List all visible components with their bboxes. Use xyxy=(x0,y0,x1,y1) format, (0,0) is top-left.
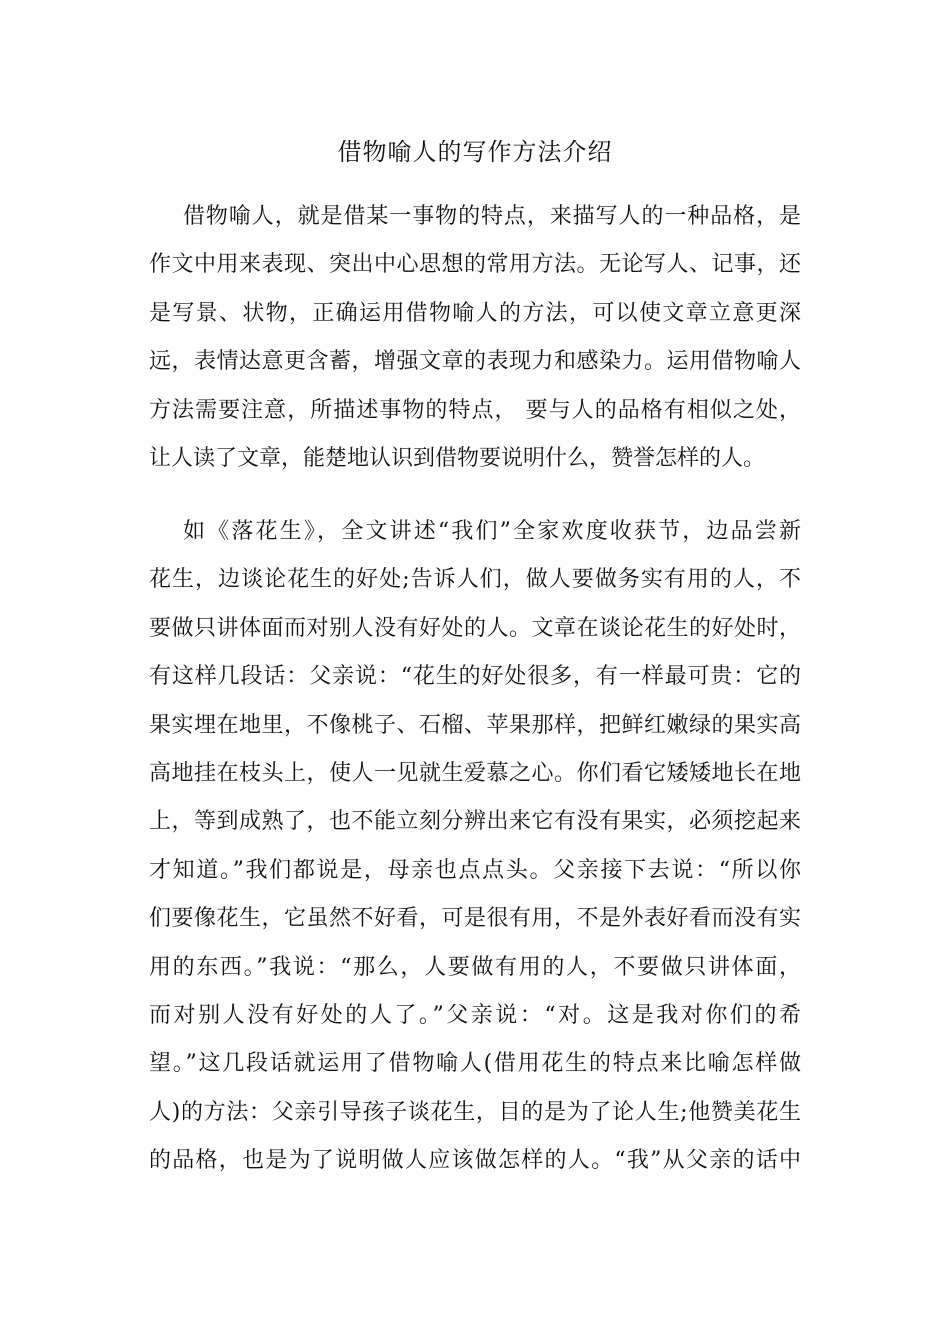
paragraph-line: 是写景、状物，正确运用借物喻人的方法，可以使文章立意更深 xyxy=(149,300,801,326)
paragraph-line: 果实埋在地里，不像桃子、石榴、苹果那样，把鲜红嫩绿的果实高 xyxy=(149,712,801,738)
document-title: 借物喻人的写作方法介绍 xyxy=(337,138,613,166)
paragraph-line: 让人读了文章，能楚地认识到借物要说明什么，赞誉怎样的人。 xyxy=(149,446,766,472)
paragraph-line: 们要像花生，它虽然不好看，可是很有用，不是外表好看而没有实 xyxy=(149,906,801,932)
paragraph-line: 远，表情达意更含蓄，增强文章的表现力和感染力。运用借物喻人 xyxy=(149,349,801,375)
paragraph-line: 借物喻人，就是借某一事物的特点，来描写人的一种品格，是 xyxy=(183,204,801,229)
paragraph-line: 用的东西。”我说：“那么，人要做有用的人，不要做只讲体面， xyxy=(149,954,801,980)
paragraph-line: 才知道。”我们都说是，母亲也点点头。父亲接下去说：“所以你 xyxy=(149,857,801,883)
paragraph-line: 如《落花生》，全文讲述“我们”全家欢度收获节，边品尝新 xyxy=(183,519,801,544)
paragraph-line: 要做只讲体面而对别人没有好处的人。文章在谈论花生的好处时， xyxy=(149,615,801,641)
paragraph-line: 高地挂在枝头上，使人一见就生爱慕之心。你们看它矮矮地长在地 xyxy=(149,761,801,787)
paragraph-line: 上，等到成熟了，也不能立刻分辨出来它有没有果实，必须挖起来 xyxy=(149,809,801,835)
paragraph-example xyxy=(149,508,801,1186)
paragraph-line: 人)的方法：父亲引导孩子谈花生，目的是为了论人生;他赞美花生 xyxy=(149,1099,801,1125)
paragraph-line: 方法需要注意，所描述事物的特点， 要与人的品格有相似之处， xyxy=(149,397,801,423)
paragraph-line: 有这样几段话：父亲说：“花生的好处很多，有一样最可贵：它的 xyxy=(149,664,801,690)
paragraph-line: 作文中用来表现、突出中心思想的常用方法。无论写人、记事，还 xyxy=(149,252,801,278)
paragraph-line: 的品格，也是为了说明做人应该做怎样的人。“我”从父亲的话中 xyxy=(149,1148,801,1174)
paragraph-line: 望。”这几段话就运用了借物喻人(借用花生的特点来比喻怎样做 xyxy=(149,1051,801,1077)
paragraph-intro xyxy=(149,193,801,483)
paragraph-line: 花生，边谈论花生的好处;告诉人们，做人要做务实有用的人，不 xyxy=(149,567,801,593)
paragraph-line: 而对别人没有好处的人了。”父亲说：“对。这是我对你们的希 xyxy=(149,1003,801,1029)
